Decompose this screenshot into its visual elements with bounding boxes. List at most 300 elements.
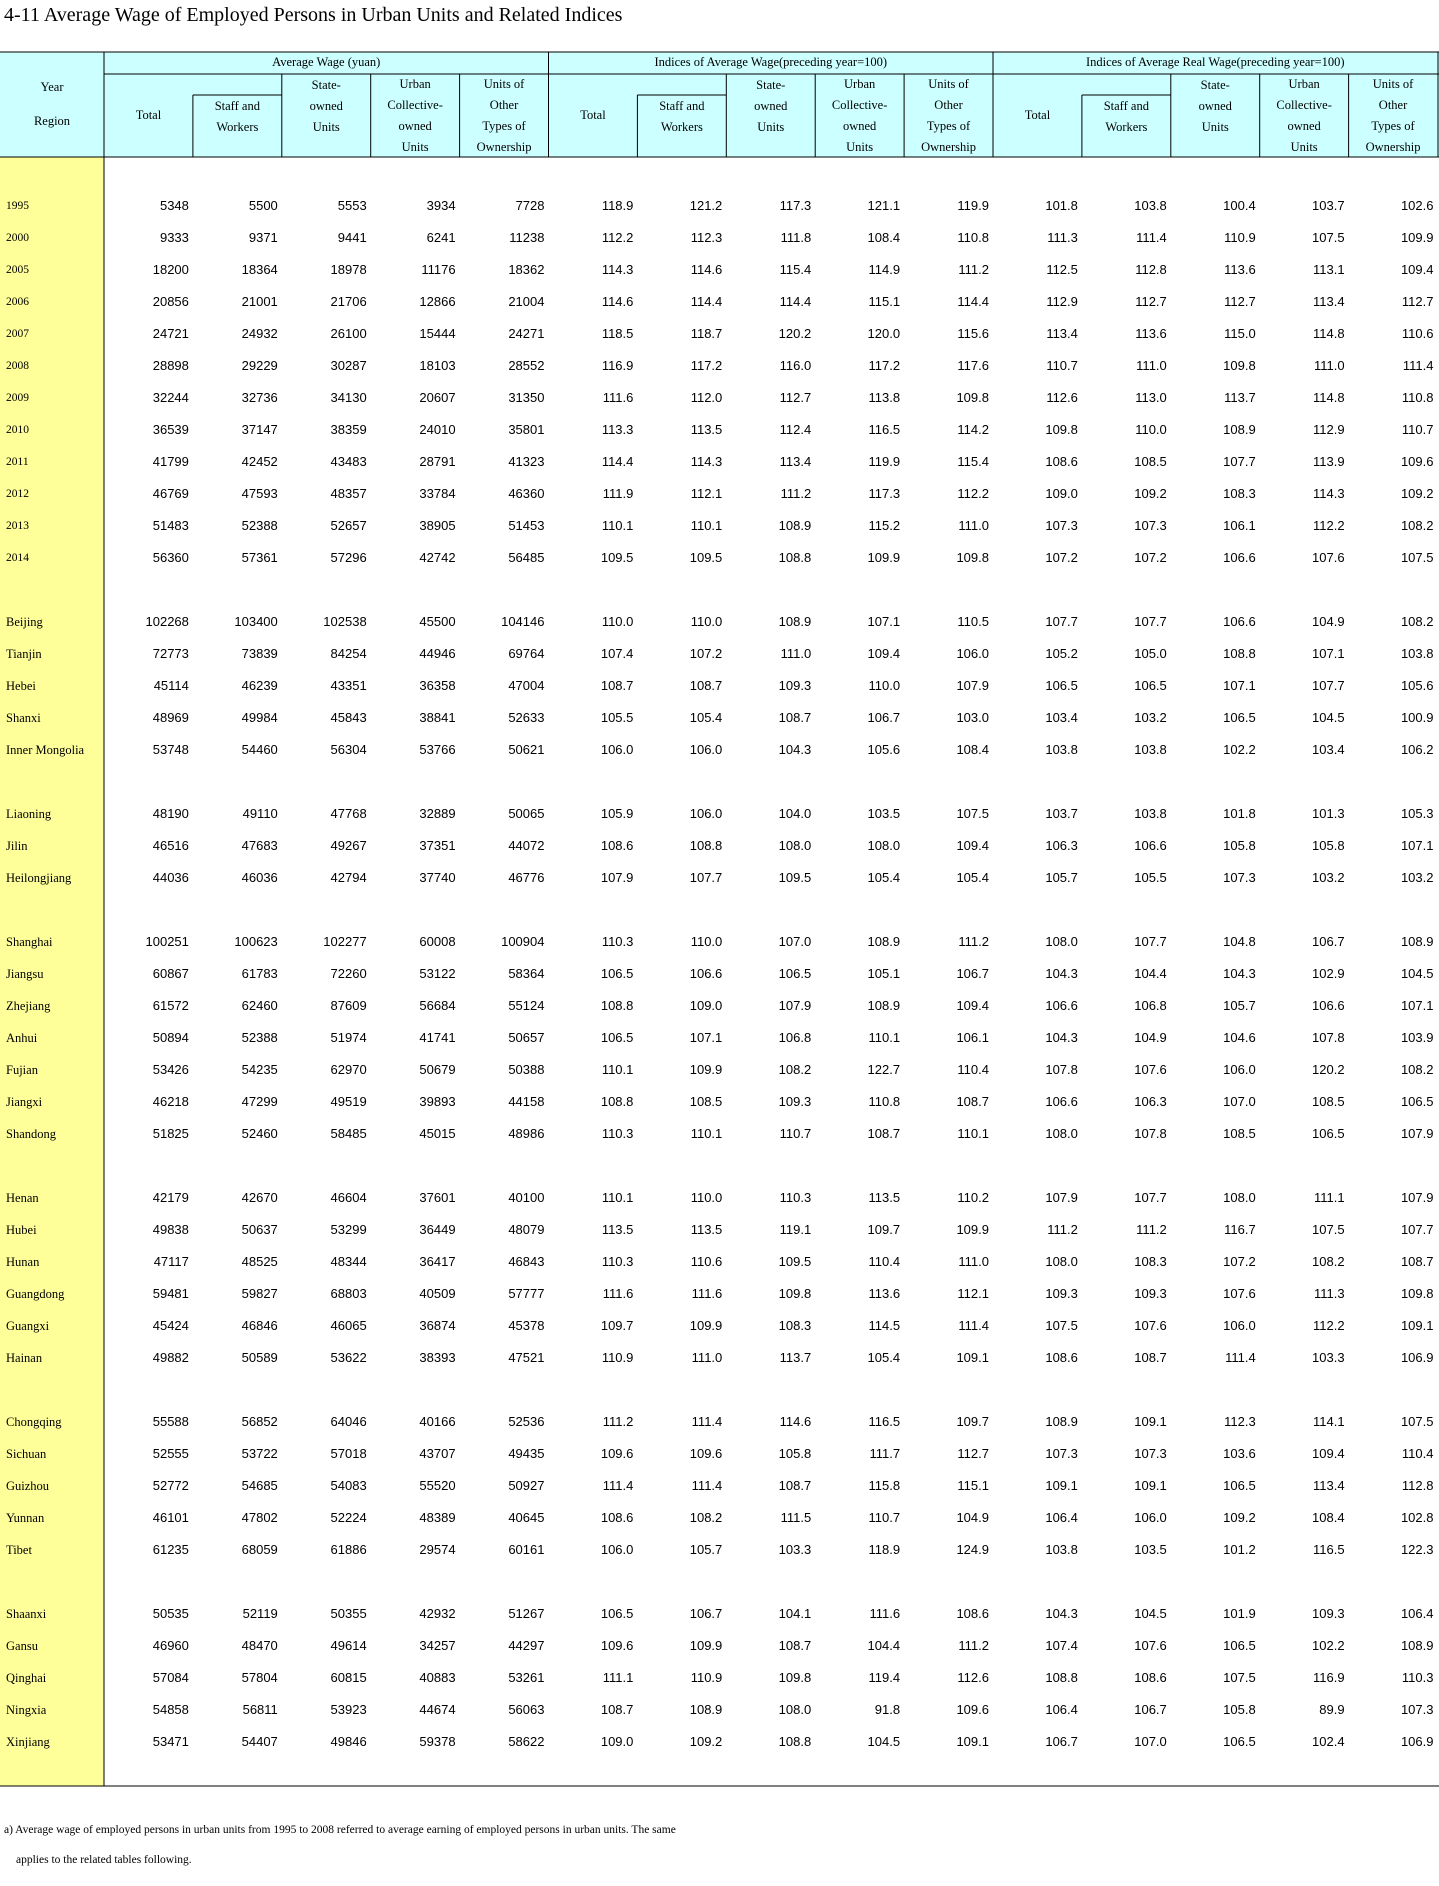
table-cell: 44072 — [508, 838, 545, 853]
table-cell: 38393 — [419, 1350, 456, 1365]
table-cell: 119.1 — [779, 1222, 812, 1237]
table-cell: 103.0 — [956, 710, 989, 725]
table-cell: 108.6 — [1134, 1670, 1167, 1685]
table-cell: 105.5 — [600, 710, 634, 725]
table-cell: 36417 — [419, 1254, 456, 1269]
row-label: Guizhou — [6, 1479, 50, 1493]
header-subcol-line: Other — [934, 98, 963, 112]
table-cell: 52388 — [241, 518, 278, 533]
table-cell: 111.0 — [958, 518, 989, 533]
table-cell: 108.6 — [1045, 1350, 1078, 1365]
table-cell: 45015 — [419, 1126, 456, 1141]
row-label: Yunnan — [6, 1511, 45, 1525]
table-cell: 108.4 — [956, 742, 989, 757]
table-cell: 37147 — [241, 422, 278, 437]
table-cell: 106.5 — [1223, 710, 1256, 725]
table-cell: 107.7 — [1045, 614, 1078, 629]
table-cell: 108.2 — [1312, 1254, 1345, 1269]
table-cell: 111.0 — [1136, 358, 1167, 373]
table-cell: 46101 — [152, 1510, 189, 1525]
table-cell: 104.5 — [1134, 1606, 1167, 1621]
table-cell: 113.8 — [868, 390, 901, 405]
table-cell: 108.9 — [867, 998, 901, 1013]
table-cell: 46218 — [152, 1094, 189, 1109]
table-cell: 104.4 — [1134, 966, 1167, 981]
table-cell: 102.9 — [1312, 966, 1345, 981]
row-label: 2013 — [6, 520, 29, 532]
table-cell: 110.4 — [868, 1254, 901, 1269]
table-cell: 113.0 — [1135, 390, 1167, 405]
table-cell: 50589 — [241, 1350, 278, 1365]
table-cell: 106.5 — [600, 1606, 634, 1621]
table-cell: 103.7 — [1045, 806, 1078, 821]
row-label: Inner Mongolia — [6, 743, 85, 757]
table-cell: 42179 — [152, 1190, 189, 1205]
table-cell: 46769 — [152, 486, 189, 501]
row-label: 1995 — [6, 200, 29, 212]
table-cell: 109.2 — [1134, 486, 1167, 501]
table-cell: 116.9 — [601, 358, 634, 373]
table-cell: 53299 — [330, 1222, 367, 1237]
table-cell: 110.8 — [868, 1094, 901, 1109]
table-cell: 106.7 — [1134, 1702, 1167, 1717]
table-cell: 108.9 — [689, 1702, 723, 1717]
table-cell: 57296 — [330, 550, 367, 565]
table-cell: 46843 — [508, 1254, 545, 1269]
row-label: Guangdong — [6, 1287, 65, 1301]
table-cell: 113.6 — [1224, 262, 1256, 277]
table-cell: 111.6 — [691, 1286, 723, 1301]
table-cell: 112.0 — [690, 390, 723, 405]
table-cell: 105.4 — [956, 870, 989, 885]
table-cell: 112.7 — [779, 390, 812, 405]
table-cell: 60161 — [508, 1542, 545, 1557]
row-label: Anhui — [6, 1031, 38, 1045]
table-cell: 106.6 — [1312, 998, 1345, 1013]
table-cell: 47117 — [153, 1254, 189, 1269]
table-cell: 18200 — [152, 262, 189, 277]
table-cell: 56063 — [508, 1702, 545, 1717]
header-subcol-line: Urban — [844, 77, 876, 91]
row-label: Tianjin — [6, 647, 42, 661]
table-cell: 109.0 — [600, 1734, 634, 1749]
row-label: 2005 — [6, 264, 29, 276]
header-subcol-line: State- — [756, 78, 786, 92]
header-subcol — [815, 74, 904, 158]
header-subcol-line: Units — [1290, 140, 1318, 154]
header-subcol-line: Ownership — [476, 140, 532, 154]
table-cell: 51974 — [330, 1030, 367, 1045]
table-cell: 103.8 — [1134, 806, 1167, 821]
table-cell: 112.3 — [690, 230, 723, 245]
table-cell: 110.0 — [1135, 422, 1167, 437]
header-group-1: Indices of Average Wage(preceding year=100) — [654, 55, 888, 69]
table-cell: 109.9 — [1400, 230, 1434, 245]
table-cell: 106.5 — [1400, 1094, 1434, 1109]
table-cell: 109.8 — [1045, 422, 1078, 437]
table-cell: 108.0 — [1223, 1190, 1256, 1205]
table-cell: 114.6 — [779, 1414, 812, 1429]
table-cell: 117.2 — [690, 358, 723, 373]
table-cell: 109.5 — [778, 870, 812, 885]
table-cell: 72260 — [330, 966, 367, 981]
header-subcol-line: owned — [1287, 119, 1321, 133]
header-subcol-line: owned — [842, 119, 877, 133]
table-cell: 32889 — [419, 806, 456, 821]
header-subcol-line: Types of — [926, 119, 971, 133]
table-cell: 46036 — [241, 870, 278, 885]
row-label: Henan — [6, 1191, 39, 1205]
table-cell: 42742 — [419, 550, 456, 565]
table-cell: 55588 — [152, 1414, 189, 1429]
table-cell: 109.7 — [867, 1222, 901, 1237]
header-subcol — [282, 75, 371, 138]
table-cell: 109.9 — [867, 550, 901, 565]
table-cell: 102277 — [323, 934, 367, 949]
table-cell: 48190 — [152, 806, 189, 821]
table-cell: 61235 — [152, 1542, 189, 1557]
header-subcol-line: Workers — [1105, 120, 1148, 134]
table-cell: 33784 — [419, 486, 456, 501]
table-cell: 54685 — [241, 1478, 278, 1493]
table-cell: 111.2 — [958, 934, 989, 949]
table-cell: 108.8 — [600, 1094, 634, 1109]
table-cell: 111.6 — [602, 1286, 634, 1301]
table-cell: 110.3 — [601, 1126, 634, 1141]
table-cell: 109.4 — [956, 838, 989, 853]
table-cell: 56304 — [330, 742, 367, 757]
header-group-0: Average Wage (yuan) — [272, 55, 381, 69]
header-subcol-line: Units of — [483, 77, 525, 91]
header-subcol-line: Units of — [1372, 77, 1414, 91]
table-cell: 73839 — [241, 646, 278, 661]
table-cell: 112.2 — [601, 230, 634, 245]
table-cell: 116.7 — [1224, 1222, 1256, 1237]
table-cell: 117.3 — [868, 486, 901, 501]
table-cell: 110.9 — [690, 1670, 723, 1685]
table-cell: 52460 — [241, 1126, 278, 1141]
table-cell: 100904 — [501, 934, 545, 949]
table-cell: 107.3 — [1134, 1446, 1167, 1461]
table-cell: 48344 — [330, 1254, 367, 1269]
table-cell: 111.7 — [869, 1446, 901, 1461]
table-cell: 120.0 — [867, 326, 901, 341]
table-cell: 89.9 — [1319, 1702, 1345, 1717]
table-cell: 107.5 — [1312, 1222, 1345, 1237]
table-cell: 44946 — [419, 646, 456, 661]
header-subcol-line: Workers — [216, 120, 259, 134]
table-cell: 48525 — [241, 1254, 278, 1269]
table-cell: 60815 — [330, 1670, 367, 1685]
table-cell: 114.5 — [868, 1318, 901, 1333]
table-cell: 103.4 — [1312, 742, 1345, 757]
table-cell: 111.0 — [958, 1254, 989, 1269]
table-cell: 34130 — [330, 390, 367, 405]
table-cell: 36539 — [152, 422, 189, 437]
table-cell: 111.2 — [780, 486, 812, 501]
table-cell: 106.5 — [600, 1030, 634, 1045]
table-cell: 107.9 — [778, 998, 812, 1013]
table-cell: 110.3 — [779, 1190, 812, 1205]
table-cell: 24932 — [241, 326, 278, 341]
header-group-2: Indices of Average Real Wage(preceding year=100) — [1085, 55, 1345, 69]
table-cell: 105.5 — [1134, 870, 1167, 885]
table-cell: 5500 — [248, 198, 278, 213]
header-subcol-line: Staff and — [214, 99, 260, 113]
table-cell: 41799 — [152, 454, 189, 469]
table-cell: 107.3 — [1134, 518, 1167, 533]
table-cell: 109.2 — [689, 1734, 723, 1749]
table-cell: 28791 — [419, 454, 456, 469]
table-cell: 106.3 — [1134, 1094, 1167, 1109]
header-subcol — [104, 105, 193, 126]
table-cell: 108.9 — [867, 934, 901, 949]
row-label: Jiangxi — [6, 1095, 43, 1109]
table-cell: 53471 — [152, 1734, 189, 1749]
table-cell: 53261 — [508, 1670, 545, 1685]
table-cell: 11238 — [509, 230, 545, 245]
table-cell: 108.7 — [778, 1638, 812, 1653]
table-cell: 105.3 — [1400, 806, 1434, 821]
table-cell: 107.6 — [1312, 550, 1345, 565]
table-cell: 24271 — [508, 326, 545, 341]
table-cell: 45500 — [419, 614, 456, 629]
table-cell: 106.5 — [1312, 1126, 1345, 1141]
table-cell: 107.8 — [1134, 1126, 1167, 1141]
table-cell: 52772 — [152, 1478, 189, 1493]
table-cell: 51825 — [152, 1126, 189, 1141]
table-cell: 111.2 — [602, 1414, 634, 1429]
header-subcol-line: Collective- — [387, 98, 443, 112]
table-cell: 50355 — [330, 1606, 367, 1621]
table-cell: 61783 — [241, 966, 278, 981]
table-cell: 110.8 — [1401, 390, 1434, 405]
row-label: Hainan — [6, 1351, 43, 1365]
table-cell: 106.5 — [1223, 1638, 1256, 1653]
table-cell: 43483 — [330, 454, 367, 469]
table-cell: 104.8 — [1223, 934, 1256, 949]
table-cell: 57777 — [508, 1286, 545, 1301]
table-cell: 107.7 — [1223, 454, 1256, 469]
table-cell: 111.4 — [1402, 358, 1434, 373]
table-cell: 3934 — [426, 198, 456, 213]
table-cell: 110.0 — [690, 1190, 723, 1205]
header-subcol — [1171, 75, 1260, 138]
table-cell: 118.9 — [601, 198, 634, 213]
table-cell: 40509 — [419, 1286, 456, 1301]
header-subcol-line: Urban — [1288, 77, 1320, 91]
table-cell: 5553 — [337, 198, 367, 213]
table-cell: 106.1 — [1223, 518, 1256, 533]
table-cell: 51267 — [508, 1606, 545, 1621]
table-cell: 107.9 — [1045, 1190, 1078, 1205]
table-cell: 48389 — [419, 1510, 456, 1525]
table-cell: 108.2 — [1400, 518, 1434, 533]
table-cell: 106.7 — [956, 966, 989, 981]
header-subcol-line: Workers — [660, 120, 703, 134]
table-cell: 56811 — [242, 1702, 278, 1717]
table-cell: 52633 — [508, 710, 545, 725]
table-cell: 111.4 — [1225, 1350, 1256, 1365]
table-cell: 106.0 — [600, 1542, 634, 1557]
table-cell: 106.4 — [1045, 1702, 1078, 1717]
header-subcol-line: Other — [489, 98, 519, 112]
table-cell: 21001 — [241, 294, 278, 309]
table-cell: 108.9 — [778, 614, 812, 629]
table-cell: 18978 — [330, 262, 367, 277]
table-cell: 110.4 — [1401, 1446, 1434, 1461]
table-cell: 110.7 — [868, 1510, 901, 1525]
table-cell: 107.0 — [1134, 1734, 1167, 1749]
table-cell: 110.0 — [601, 614, 634, 629]
table-cell: 109.0 — [689, 998, 723, 1013]
table-cell: 112.7 — [957, 1446, 989, 1461]
table-cell: 106.4 — [1045, 1510, 1078, 1525]
table-cell: 72773 — [152, 646, 189, 661]
header-subcol-line: Urban — [399, 77, 431, 91]
table-cell: 106.0 — [1134, 1510, 1167, 1525]
table-cell: 106.5 — [778, 966, 812, 981]
table-cell: 110.3 — [601, 934, 634, 949]
table-cell: 117.6 — [957, 358, 989, 373]
header-subcol-line: Total — [1024, 108, 1051, 122]
table-cell: 103.8 — [1045, 1542, 1078, 1557]
table-cell: 84254 — [330, 646, 367, 661]
table-cell: 40645 — [508, 1510, 545, 1525]
table-cell: 15444 — [419, 326, 456, 341]
table-cell: 46776 — [508, 870, 545, 885]
table-cell: 55520 — [419, 1478, 456, 1493]
table-cell: 111.1 — [602, 1670, 634, 1685]
table-cell: 36358 — [419, 678, 456, 693]
table-cell: 62970 — [330, 1062, 367, 1077]
table-cell: 107.2 — [1045, 550, 1078, 565]
table-cell: 57361 — [241, 550, 278, 565]
table-cell: 109.2 — [1223, 1510, 1256, 1525]
table-cell: 111.6 — [869, 1606, 901, 1621]
row-label: Liaoning — [6, 807, 52, 821]
table-cell: 53766 — [419, 742, 456, 757]
row-label: 2012 — [6, 488, 29, 500]
table-cell: 110.1 — [601, 1190, 634, 1205]
table-cell: 107.6 — [1134, 1318, 1167, 1333]
table-cell: 101.2 — [1223, 1542, 1256, 1557]
table-cell: 52555 — [152, 1446, 189, 1461]
header-subcol — [460, 74, 549, 158]
table-cell: 104.3 — [1045, 1606, 1078, 1621]
table-cell: 107.1 — [1400, 838, 1434, 853]
table-cell: 64046 — [330, 1414, 367, 1429]
table-cell: 105.8 — [1223, 838, 1256, 853]
table-cell: 50927 — [508, 1478, 545, 1493]
table-cell: 109.8 — [1223, 358, 1256, 373]
table-cell: 107.3 — [1045, 1446, 1078, 1461]
table-cell: 109.0 — [1045, 486, 1078, 501]
table-cell: 111.3 — [1047, 230, 1078, 245]
table-cell: 105.7 — [1223, 998, 1256, 1013]
table-cell: 108.5 — [689, 1094, 723, 1109]
table-cell: 100.9 — [1400, 710, 1434, 725]
table-cell: 45378 — [508, 1318, 545, 1333]
table-cell: 114.8 — [1313, 326, 1345, 341]
table-cell: 46846 — [241, 1318, 278, 1333]
table-cell: 108.8 — [600, 998, 634, 1013]
table-cell: 107.2 — [1223, 1254, 1256, 1269]
header-subcol-line: Units — [757, 120, 785, 134]
table-cell: 113.5 — [690, 422, 723, 437]
table-cell: 115.6 — [957, 326, 989, 341]
table-cell: 49519 — [330, 1094, 367, 1109]
table-cell: 106.0 — [689, 742, 723, 757]
table-cell: 106.6 — [1045, 1094, 1078, 1109]
table-cell: 102.8 — [1400, 1510, 1434, 1525]
table-cell: 52224 — [330, 1510, 367, 1525]
table-cell: 103.7 — [1312, 198, 1345, 213]
table-cell: 106.0 — [689, 806, 723, 821]
table-cell: 107.5 — [1400, 1414, 1434, 1429]
table-cell: 104.3 — [778, 742, 812, 757]
table-cell: 108.8 — [689, 838, 723, 853]
table-cell: 108.7 — [600, 1702, 634, 1717]
table-cell: 59481 — [152, 1286, 189, 1301]
table-cell: 116.0 — [779, 358, 812, 373]
table-cell: 60867 — [152, 966, 189, 981]
table-cell: 103.3 — [778, 1542, 812, 1557]
table-cell: 107.2 — [1134, 550, 1167, 565]
table-cell: 40166 — [419, 1414, 456, 1429]
table-cell: 68803 — [330, 1286, 367, 1301]
table-cell: 106.0 — [1223, 1318, 1256, 1333]
table-cell: 69764 — [508, 646, 545, 661]
table-cell: 109.5 — [778, 1254, 812, 1269]
header-subcol-line: Collective- — [831, 98, 888, 112]
table-cell: 110.7 — [779, 1126, 812, 1141]
table-cell: 40883 — [419, 1670, 456, 1685]
table-cell: 37351 — [419, 838, 456, 853]
table-cell: 35801 — [508, 422, 545, 437]
table-cell: 102538 — [323, 614, 367, 629]
table-cell: 114.1 — [1313, 1414, 1345, 1429]
table-cell: 108.2 — [778, 1062, 812, 1077]
header-subcol — [193, 96, 282, 138]
table-cell: 108.9 — [1400, 1638, 1434, 1653]
header-subcol-line: Staff and — [1103, 99, 1149, 113]
table-cell: 52657 — [330, 518, 367, 533]
table-cell: 87609 — [330, 998, 367, 1013]
table-cell: 107.7 — [1134, 614, 1167, 629]
table-cell: 46516 — [152, 838, 189, 853]
header-subcol — [1082, 96, 1171, 138]
table-cell: 106.9 — [1400, 1734, 1434, 1749]
table-cell: 105.8 — [1312, 838, 1345, 853]
row-label: Fujian — [6, 1063, 38, 1077]
header-subcol-line: Staff and — [659, 99, 705, 113]
table-cell: 102.6 — [1400, 198, 1434, 213]
table-cell: 107.1 — [689, 1030, 723, 1045]
table-cell: 100251 — [145, 934, 189, 949]
header-subcol-line: Ownership — [1365, 140, 1421, 154]
table-cell: 109.5 — [689, 550, 723, 565]
header-subcol-line: Units — [401, 140, 429, 154]
table-cell: 50535 — [152, 1606, 189, 1621]
table-cell: 110.0 — [690, 614, 723, 629]
row-label: Qinghai — [6, 1671, 47, 1685]
table-cell: 104.6 — [1223, 1030, 1256, 1045]
table-cell: 119.9 — [957, 198, 989, 213]
table-cell: 106.5 — [1134, 678, 1167, 693]
table-cell: 18362 — [508, 262, 545, 277]
table-cell: 111.4 — [691, 1478, 723, 1493]
